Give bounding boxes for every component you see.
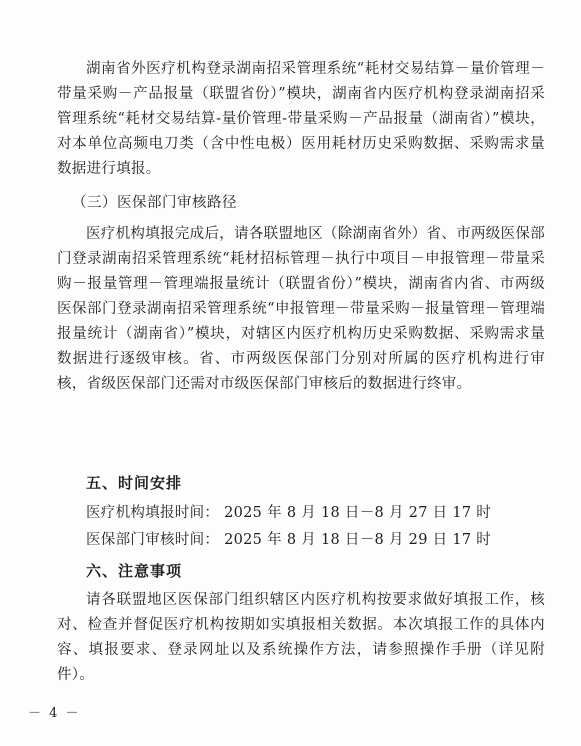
section-heading-review-path: （三）医保部门审核路径 (72, 195, 237, 211)
schedule-institution-line: 医疗机构填报时间： 2025 年 8 月 18 日－8 月 27 日 17 时 (86, 505, 492, 521)
paragraph-review-process: 医疗机构填报完成后，请各联盟地区（除湖南省外）省、市两级医保部门登录湖南招采管理系统“耗材招标管理－执行中项目－申报管理－带量采购－报量管理－管理端报量统计（联盟省份）”模块，湖南省内省、市两级医保部门登录湖南招采管理系统“申报管理－带量采购－报量管理－管理端报量统计（湖南省）”模块，对辖区内医疗机构历史采购数据、采购需求量数据进行逐级审核。省、市两级医保部门分别对所属的医疗机构进行审核，省级医保部门还需对市级医保部门审核后的数据进行终审。 (57, 226, 545, 392)
section-heading-notes: 六、注意事项 (86, 562, 183, 580)
page-number: － 4 － (28, 706, 81, 721)
paragraph-login-instructions: 湖南省外医疗机构登录湖南招采管理系统“耗材交易结算－量价管理－带量采购－产品报量（联盟省份）”模块，湖南省内医疗机构登录湖南招采管理系统“耗材交易结算-量价管理-带量采购－产品报量（湖南省）”模块，对本单位高频电刀类（含中性电极）医用耗材历史采购数据、采购需求量数据进行填报。 (57, 61, 545, 177)
section-heading-schedule: 五、时间安排 (86, 474, 183, 492)
paragraph-notes: 请各联盟地区医保部门组织辖区内医疗机构按要求做好填报工作，核对、检查并督促医疗机构按期如实填报相关数据。本次填报工作的具体内容、填报要求、登录网址以及系统操作方法，请参照操作手册（详见附件）。 (57, 592, 545, 683)
schedule-insurance-line: 医保部门审核时间： 2025 年 8 月 18 日－8 月 29 日 17 时 (86, 532, 492, 548)
